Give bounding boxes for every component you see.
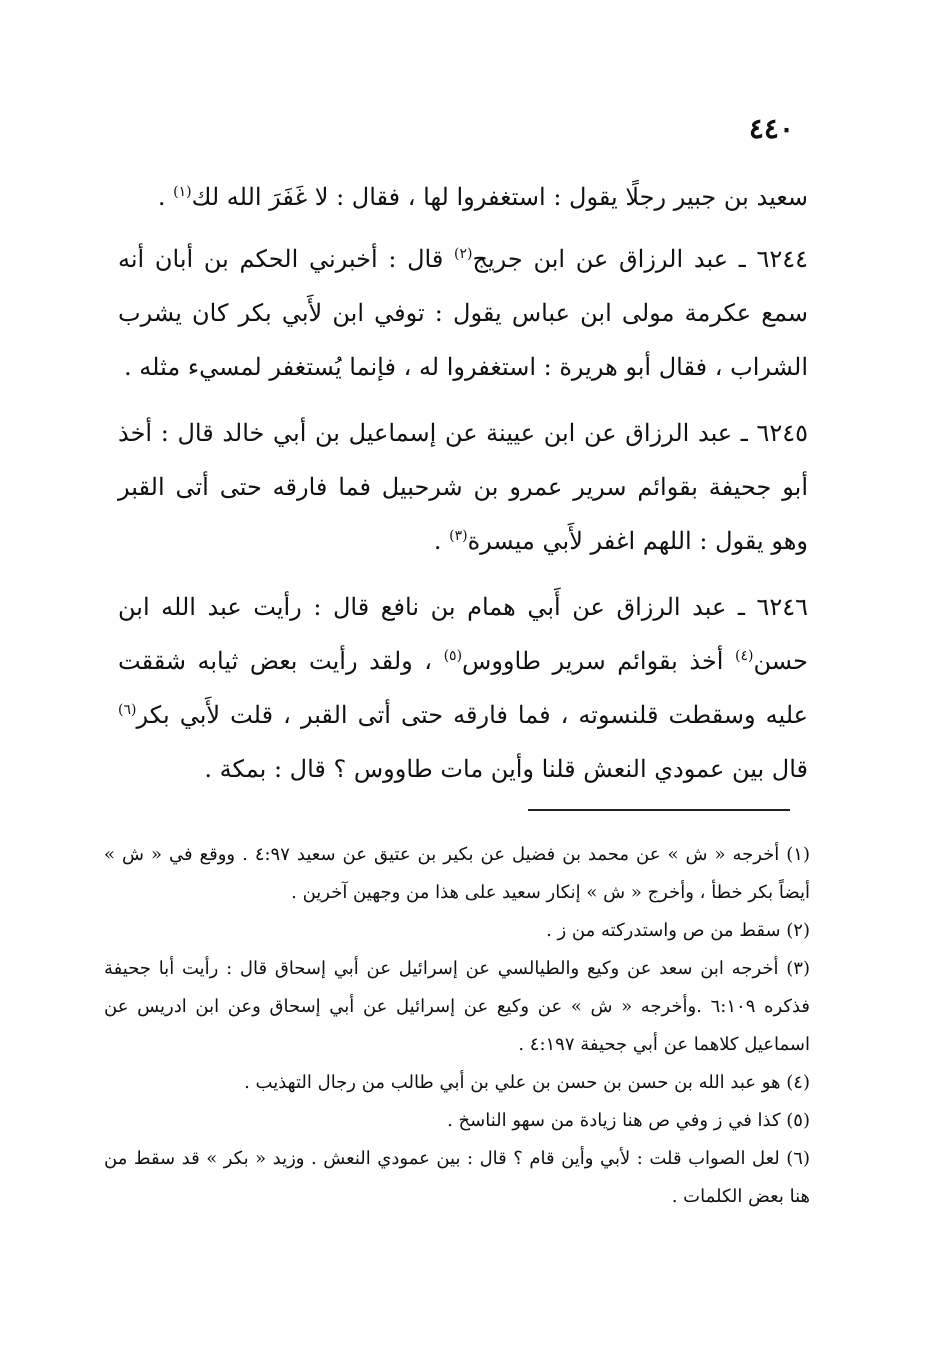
- paragraph-6244: [118, 232, 808, 394]
- footnote-2: (٢) سقط من ص واستدركته من ز .: [546, 920, 810, 941]
- footnote-marker: (٦): [118, 702, 137, 718]
- footnote-marker: (٤): [735, 648, 754, 664]
- main-text: [118, 170, 808, 808]
- footnote-3: (٣) أخرجه ابن سعد عن وكيع والطيالسي عن إسرائيل عن أبي إسحاق قال : رأيت أبا جحيفة فذكره ٦:١٠٩ .وأخرجه « ش » عن وكيع عن إسرائيل عن أبي إسحاق وعن ابن ادريس عن اسماعيل كلاهما عن أبي جحيفة ٤:١٩٧ .: [104, 958, 810, 1055]
- paragraph-text: سعيد بن جبير رجلًا يقول : استغفروا لها ، فقال : لا غَفَرَ الله لك: [191, 183, 808, 211]
- paragraph-tail: .: [433, 527, 450, 555]
- paragraph-continuation: [118, 170, 808, 224]
- footnote-1: (١) أخرجه « ش » عن محمد بن فضيل عن بكير بن عتيق عن سعيد ٤:٩٧ . ووقع في « ش » أيضاً بكر خطأ ، وأخرج « ش » إنكار سعيد على هذا من وجهين آخرين .: [104, 844, 810, 903]
- paragraph-text: ٦٢٤٥ ـ عبد الرزاق عن ابن عيينة عن إسماعيل بن أبي خالد قال : أخذ أبو جحيفة بقوائم سرير عمرو بن شرحبيل فما فارقه حتى أتى القبر وهو يقول : اللهم اغفر لأَبي ميسرة: [118, 419, 809, 555]
- footnotes: [104, 836, 810, 1216]
- footnote-marker: (٣): [449, 528, 468, 544]
- paragraph-text: ، ولقد رأيت بعض ثيابه شققت عليه وسقطت قلنسوته ، فما فارقه حتى أتى القبر ، قلت لأَبي بكر: [118, 647, 808, 729]
- paragraph-6245: [118, 406, 808, 568]
- page-number: ٤٤٠: [748, 112, 794, 145]
- paragraph-text: ٦٢٤٦ ـ عبد الرزاق عن أَبي همام بن نافع قال : رأيت عبد الله ابن حسن: [118, 593, 808, 675]
- footnote-6: (٦) لعل الصواب قلت : لأبي وأين قام ؟ قال : بين عمودي النعش . وزيد « بكر » قد سقط من هنا بعض الكلمات .: [104, 1148, 810, 1207]
- paragraph-tail: قال : أخبرني الحكم بن أبان أنه سمع عكرمة مولى ابن عباس يقول : توفي ابن لأَبي بكر كان يشرب الشراب ، فقال أبو هريرة : استغفروا له ، فإنما يُستغفر لمسيء مثله .: [118, 245, 808, 381]
- footnote-divider: [528, 809, 790, 811]
- footnote-5: (٥) كذا في ز وفي ص هنا زيادة من سهو الناسخ .: [447, 1110, 810, 1131]
- footnote-marker: (٢): [454, 246, 473, 262]
- paragraph-text: أخذ بقوائم سرير طاووس: [462, 647, 736, 675]
- paragraph-text: ٦٢٤٤ ـ عبد الرزاق عن ابن جريج: [472, 245, 809, 273]
- paragraph-text: قال بين عمودي النعش قلنا وأين مات طاووس ؟ قال : بمكة .: [204, 755, 808, 783]
- paragraph-tail: .: [157, 183, 174, 211]
- footnote-4: (٤) هو عبد الله بن حسن بن حسن بن علي بن أبي طالب من رجال التهذيب .: [244, 1072, 810, 1093]
- paragraph-6246: [118, 580, 808, 796]
- footnote-marker: (١): [173, 184, 192, 200]
- footnote-marker: (٥): [443, 648, 463, 664]
